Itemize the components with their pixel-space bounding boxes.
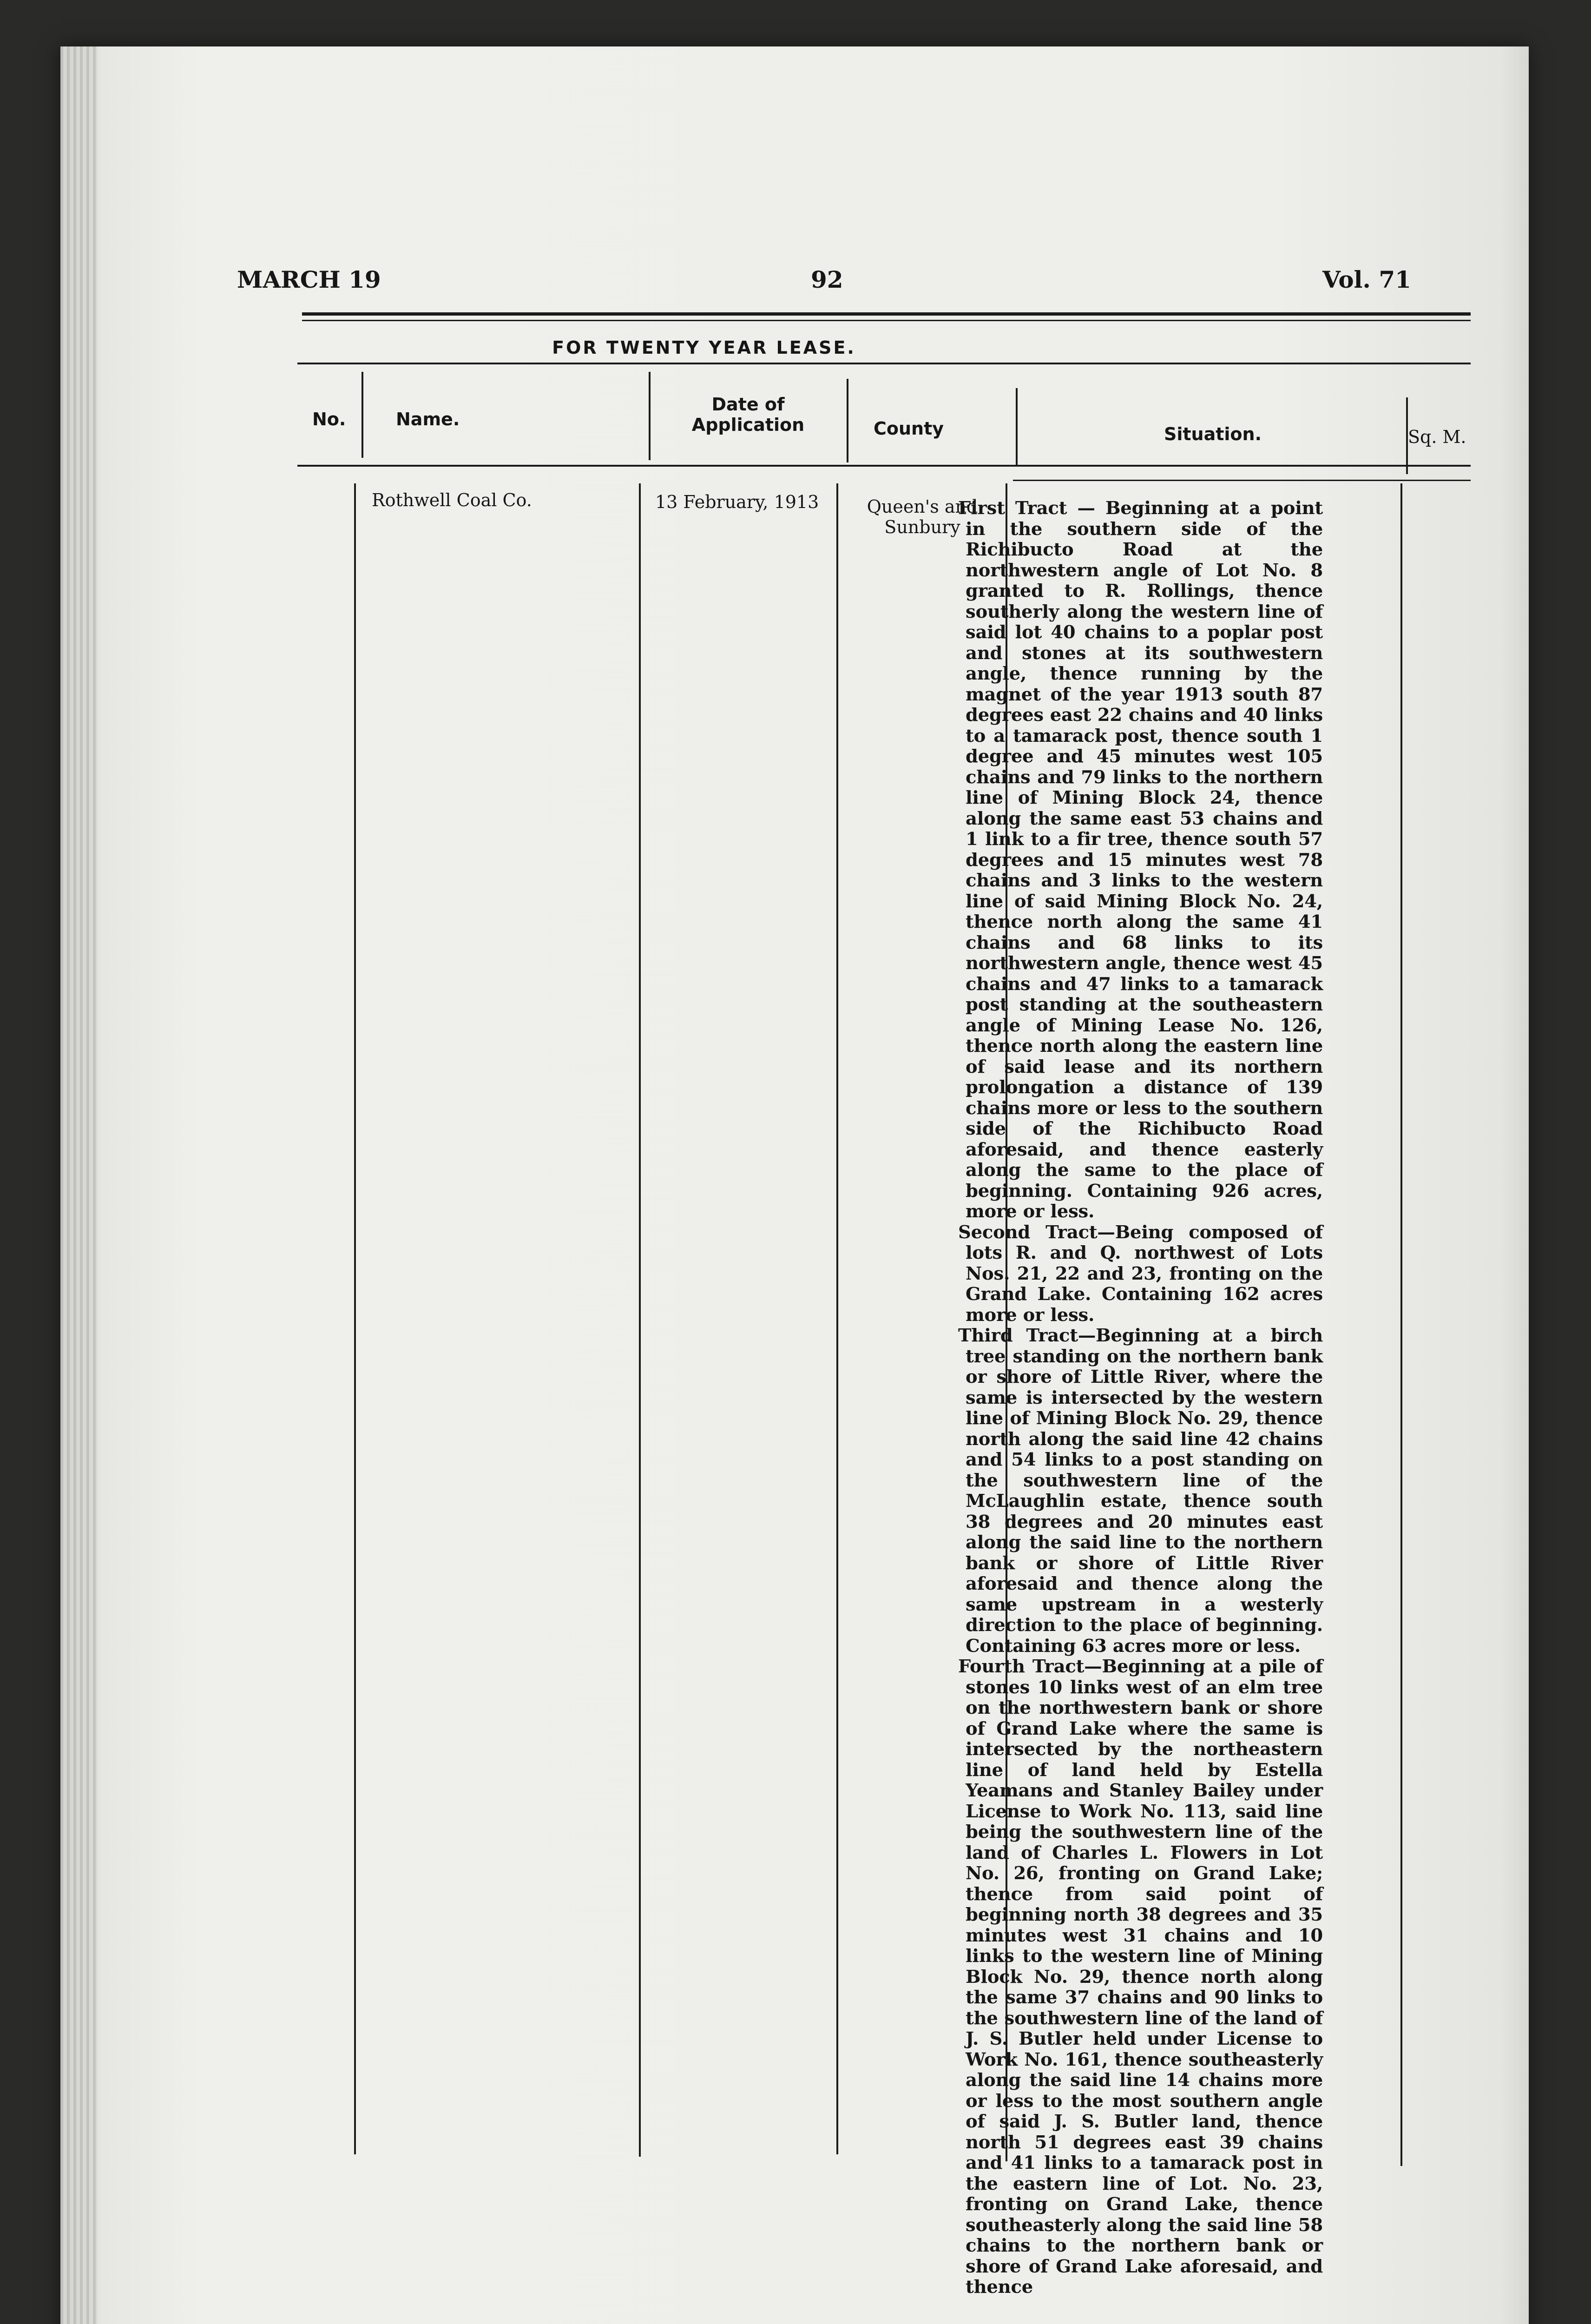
row-name: Rothwell Coal Co. <box>372 490 532 510</box>
col-header-no: No. <box>312 409 346 429</box>
table-header-bottom-rule <box>297 465 1471 467</box>
table-top-rule <box>297 363 1471 364</box>
situation-second-tract: Second Tract—Being composed of lots R. and Q. northwest of Lots Nos. 21, 22 and 23, fronting on the Grand Lake. Containing 162 acres more or less. <box>958 1221 1323 1326</box>
col-header-date: Date of Application <box>691 394 805 435</box>
column-line-date <box>639 483 641 2157</box>
col-header-sq-m: Sq. M. <box>1408 427 1466 447</box>
row-situation-description <box>958 498 1323 2298</box>
header-page-number: 92 <box>811 266 843 293</box>
col-header-county: County <box>874 418 944 439</box>
column-line-sq-m <box>1400 483 1402 2166</box>
table-header-sub-rule <box>1013 480 1471 481</box>
page-binding-edge <box>60 46 98 2324</box>
col-header-name: Name. <box>396 409 460 429</box>
lease-table-title: FOR TWENTY YEAR LEASE. <box>552 337 856 358</box>
column-line-name <box>354 483 356 2154</box>
situation-first-tract: First Tract — Beginning at a point in the southern side of the Richibucto Road at the northwestern angle of Lot No. 8 granted to R. Rollings, thence southerly along the western line of said lot 40 chains to a poplar post and stones at its southwestern angle, thence running by the magnet of the year 1913 south 87 degrees east 22 chains and 40 links to a tamarack post, thence south 1 degree and 45 minutes west 105 chains and 79 links to the northern line of Mining Block 24, thence along the same east 53 chains and 1 link to a fir tree, thence south 57 degrees and 15 minutes west 78 chains and 3 links to the western line of said Mining Block No. 24, thence north along the same 41 chains and 68 links to its northwestern angle, thence west 45 chains and 47 links to a tamarack post standing at the southeastern angle of Mining Lease No. 126, thence north along the eastern line of said lease and its northern prolongation a distance of 139 chains more or less to the southern side of the Richibucto Road aforesaid, and thence easterly along the same to the place of beginning. Containing 926 acres, more or less. <box>958 498 1323 1222</box>
header-separator-1 <box>362 372 363 458</box>
header-double-rule-top <box>302 312 1471 316</box>
col-header-situation: Situation. <box>1164 424 1262 444</box>
header-date: MARCH 19 <box>237 266 381 293</box>
situation-third-tract: Third Tract—Beginning at a birch tree standing on the northern bank or shore of Little River, where the same is intersected by the western line of Mining Block No. 29, thence north along the said line 42 chains and 54 links to a post standing on the southwestern line of the McLaughlin estate, thence south 38 degrees and 20 minutes east along the said line to the northern bank or shore of Little River aforesaid and thence along the same upstream in a westerly direction to the place of beginning. Containing 63 acres more or less. <box>958 1325 1323 1657</box>
header-volume: Vol. 71 <box>1322 266 1411 293</box>
header-separator-3 <box>847 379 848 462</box>
column-line-county <box>836 483 838 2154</box>
row-county: Queen's and Sunbury <box>867 496 978 537</box>
row-date: 13 February, 1913 <box>655 492 819 512</box>
header-double-rule-bottom <box>302 320 1471 321</box>
situation-fourth-tract: Fourth Tract—Beginning at a pile of stones 10 links west of an elm tree on the northwestern bank or shore of Grand Lake where the same is intersected by the northeastern line of land held by Estella Yeamans and Stanley Bailey under License to Work No. 113, said line being the southwestern line of the land of Charles L. Flowers in Lot No. 26, fronting on Grand Lake; thence from said point of beginning north 38 degrees and 35 minutes west 31 chains and 10 links to the western line of Mining Block No. 29, thence north along the same 37 chains and 90 links to the southwestern line of the land of J. S. Butler held under License to Work No. 161, thence southeasterly along the said line 14 chains more or less to the most southern angle of said J. S. Butler land, thence north 51 degrees east 39 chains and 41 links to a tamarack post in the eastern line of Lot. No. 23, fronting on Grand Lake, thence southeasterly along the said line 58 chains to the northern bank or shore of Grand Lake aforesaid, and thence <box>958 1656 1323 2298</box>
header-separator-4 <box>1016 388 1018 465</box>
